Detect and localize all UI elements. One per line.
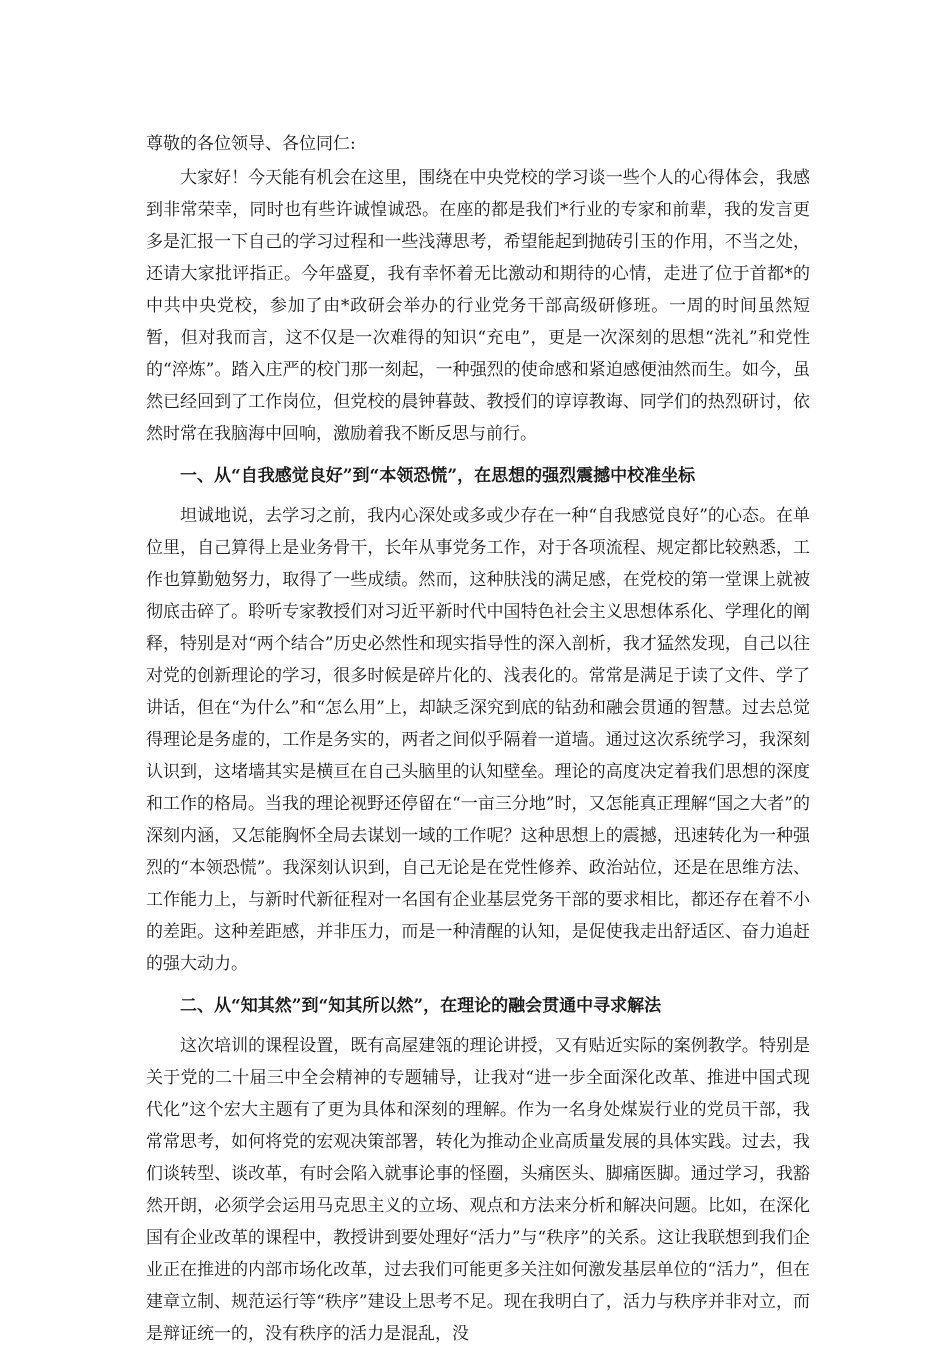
document-page [146, 128, 810, 1350]
section-2-heading: 二、从“知其然”到“知其所以然”，在理论的融会贯通中寻求解法 [180, 996, 662, 1016]
section-1-paragraph: 坦诚地说，去学习之前，我内心深处或多或少存在一种“自我感觉良好”的心态。在单位里，自己算得上是业务骨干，长年从事党务工作，对于各项流程、规定都比较熟悉，工作也算勤勉努力，取得了一些成绩。然而，这种肤浅的满足感，在党校的第一堂课上就被彻底击碎了。聆听专家教授们对习近平新时代中国特色社会主义思想体系化、学理化的阐释，特别是对“两个结合”历史必然性和现实指导性的深入剖析，我才猛然发现，自己以往对党的创新理论的学习，很多时候是碎片化的、浅表化的。常常是满足于读了文件、学了讲话，但在“为什么”和“怎么用”上，却缺乏深究到底的钻劲和融会贯通的智慧。过去总觉得理论是务虚的，工作是务实的，两者之间似乎隔着一道墙。通过这次系统学习，我深刻认识到，这堵墙其实是横亘在自己头脑里的认知壁垒。理论的高度决定着我们思想的深度和工作的格局。当我的理论视野还停留在“一亩三分地”时，又怎能真正理解“国之大者”的深刻内涵，又怎能胸怀全局去谋划一域的工作呢？这种思想上的震撼，迅速转化为一种强烈的“本领恐慌”。我深刻认识到，自己无论是在党性修养、政治站位，还是在思维方法、工作能力上，与新时代新征程对一名国有企业基层党务干部的要求相比，都还存在着不小的差距。这种差距感，并非压力，而是一种清醒的认知，是促使我走出舒适区、奋力追赶的强大动力。 [146, 506, 810, 974]
section-1-heading: 一、从“自我感觉良好”到“本领恐慌”，在思想的强烈震撼中校准坐标 [180, 466, 696, 486]
salutation: 尊敬的各位领导、各位同仁: [146, 134, 356, 154]
section-2-paragraph: 这次培训的课程设置，既有高屋建瓴的理论讲授，又有贴近实际的案例教学。特别是关于党的二十届三中全会精神的专题辅导，让我对“进一步全面深化改革、推进中国式现代化”这个宏大主题有了更为具体和深刻的理解。作为一名身处煤炭行业的党员干部，我常常思考，如何将党的宏观决策部署，转化为推动企业高质量发展的具体实践。过去，我们谈转型、谈改革，有时会陷入就事论事的怪圈，头痛医头、脚痛医脚。通过学习，我豁然开朗，必须学会运用马克思主义的立场、观点和方法来分析和解决问题。比如，在深化国有企业改革的课程中，教授讲到要处理好“活力”与“秩序”的关系。这让我联想到我们企业正在推进的内部市场化改革，过去我们可能更多关注如何激发基层单位的“活力”，但在建章立制、规范运行等“秩序”建设上思考不足。现在我明白了，活力与秩序并非对立，而是辩证统一的，没有秩序的活力是混乱，没 [146, 1036, 810, 1344]
intro-paragraph: 大家好！今天能有机会在这里，围绕在中央党校的学习谈一些个人的心得体会，我感到非常荣幸，同时也有些许诚惶诚恐。在座的都是我们*行业的专家和前辈，我的发言更多是汇报一下自己的学习过程和一些浅薄思考，希望能起到抛砖引玉的作用，不当之处，还请大家批评指正。今年盛夏，我有幸怀着无比激动和期待的心情，走进了位于首都*的中共中央党校，参加了由*政研会举办的行业党务干部高级研修班。一周的时间虽然短暂，但对我而言，这不仅是一次难得的知识“充电”，更是一次深刻的思想“洗礼”和党性的“淬炼”。踏入庄严的校门那一刻起，一种强烈的使命感和紧迫感便油然而生。如今，虽然已经回到了工作岗位，但党校的晨钟暮鼓、教授们的谆谆教诲、同学们的热烈研讨，依然时常在我脑海中回响，激励着我不断反思与前行。 [146, 168, 810, 444]
